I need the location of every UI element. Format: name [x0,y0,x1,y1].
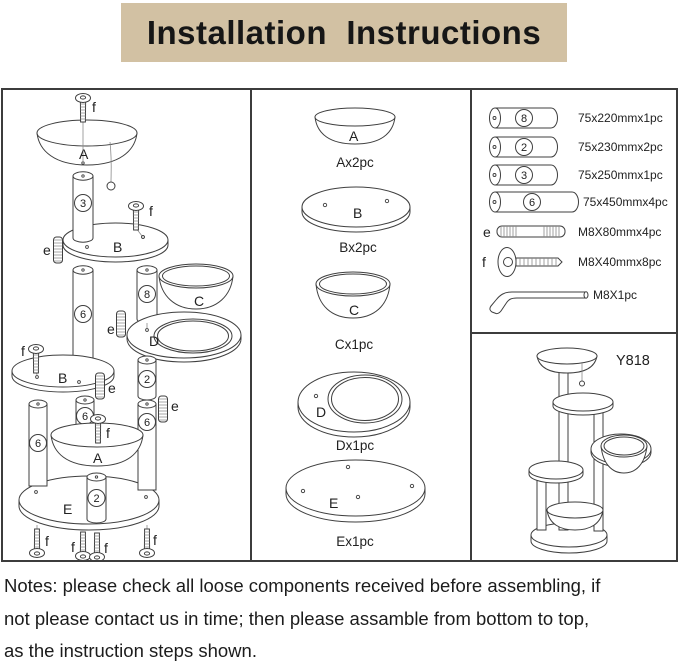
pole-8 [137,266,157,323]
cylinder-3-spec: 75x250mmx1pc [578,168,663,182]
part-b-label: B [353,205,363,221]
parts-panel [250,88,472,562]
parts-diagram [252,90,470,560]
cylinder-3-number: 3 [520,170,528,182]
hardware-bolt-e [483,224,661,240]
part-item-d [298,372,410,453]
pole-6-c [29,400,47,486]
bolt-e-1 [43,237,63,263]
screw-f-3-label: f [21,343,25,359]
screw-f-5-label: f [45,533,49,549]
bolt-e-2 [107,311,126,337]
hardware-allen-key [490,288,637,314]
pole-2-b [87,473,106,523]
notes-line-1: Notes: please check all loose components received before assembling, if [4,575,601,596]
cylinder-2-spec: 75x230mmx2pc [578,140,663,154]
hardware-cylinder-2 [490,137,663,157]
part-d-label: D [316,404,327,420]
pole-6-b-number: 6 [143,417,151,429]
pole-6-c-number: 6 [34,438,42,450]
notes-line-2: not please contact us in time; then please assamble from bottom to top, [4,607,590,629]
model-platform-1 [553,393,613,415]
bolt-e-4 [159,396,180,422]
screw-f-6 [71,532,91,560]
exploded-view-diagram [3,90,250,560]
cylinder-6-spec: 75x450mmx4pc [583,195,668,209]
pole-3-number: 3 [79,198,87,210]
cylinder-6-number: 6 [528,197,536,209]
disc-b-lower-label: B [58,370,68,386]
page-title: Installation Instructions [146,13,542,51]
part-a-caption: Ax2pc [336,155,374,170]
screw-f-1 [76,94,97,123]
title-bar [121,3,567,62]
screw-f-7 [90,533,109,560]
cylinder-2-number: 2 [520,142,528,154]
pole-6-a-number: 6 [79,309,87,321]
hardware-screw-f [482,248,661,277]
part-item-c [316,272,390,352]
part-d-caption: Dx1pc [335,438,375,453]
pole-2-b-number: 2 [93,493,100,505]
disc-b-upper-label: B [113,239,123,255]
bolt-e-1-label: e [43,242,51,258]
exploded-view-panel [1,88,252,562]
screw-f-5 [30,525,50,558]
bowl-c-label: C [194,293,205,309]
part-ring-d [127,312,241,362]
screw-f-7-label: f [104,540,108,556]
bowl-a-lower-label: A [93,450,103,466]
hardware-screw-f-spec: M8X40mmx8pc [578,255,662,269]
pole-8-number: 8 [143,289,151,301]
notes-line-3: as the instruction steps shown. [4,640,257,661]
part-item-a [315,108,395,170]
bolt-e-2-label: e [107,321,115,337]
part-e-label: E [329,495,339,511]
bolt-e-3-label: e [108,380,116,396]
hardware-allen-key-spec: M8X1pc [593,288,638,302]
hardware-cylinder-6 [490,192,668,212]
bolt-e-4-label: e [171,398,179,414]
assembled-model-diagram [472,334,676,560]
screw-f-4-label: f [106,425,110,441]
pole-6-a [73,266,93,362]
hardware-diagram [472,90,676,332]
bowl-a-top-label: A [79,146,89,162]
model-left-platform [529,461,583,483]
screw-f-2-label: f [149,203,153,219]
screw-f-6-label: f [71,539,75,555]
part-e-caption: Ex1pc [336,534,374,549]
pole-6-d-number: 6 [81,411,89,423]
model-number: Y818 [616,353,650,369]
ring-d-label: D [149,333,160,349]
hardware-screw-f-label: f [482,254,486,270]
part-item-b [302,187,410,255]
pole-2-a [138,356,156,400]
part-c-caption: Cx1pc [334,337,374,352]
hardware-cylinder-8 [490,108,663,128]
pole-2-a-number: 2 [143,374,151,386]
notes-section [4,570,676,668]
base-e-label: E [63,501,73,517]
hardware-cylinder-3 [490,165,663,185]
screw-f-1-label: f [92,99,96,115]
screw-f-8 [140,525,158,558]
part-a-label: A [349,128,359,144]
hardware-bolt-e-spec: M8X80mmx4pc [578,225,662,239]
screw-f-8-label: f [153,532,157,548]
part-c-label: C [349,302,360,318]
cylinder-8-spec: 75x220mmx1pc [578,111,663,125]
part-b-caption: Bx2pc [339,240,377,255]
pole-3 [73,172,93,242]
hardware-panel [470,88,678,334]
part-item-e [286,460,425,549]
cylinder-8-number: 8 [520,113,528,125]
hardware-bolt-e-label: e [483,224,491,240]
assembled-model-panel [470,332,678,562]
